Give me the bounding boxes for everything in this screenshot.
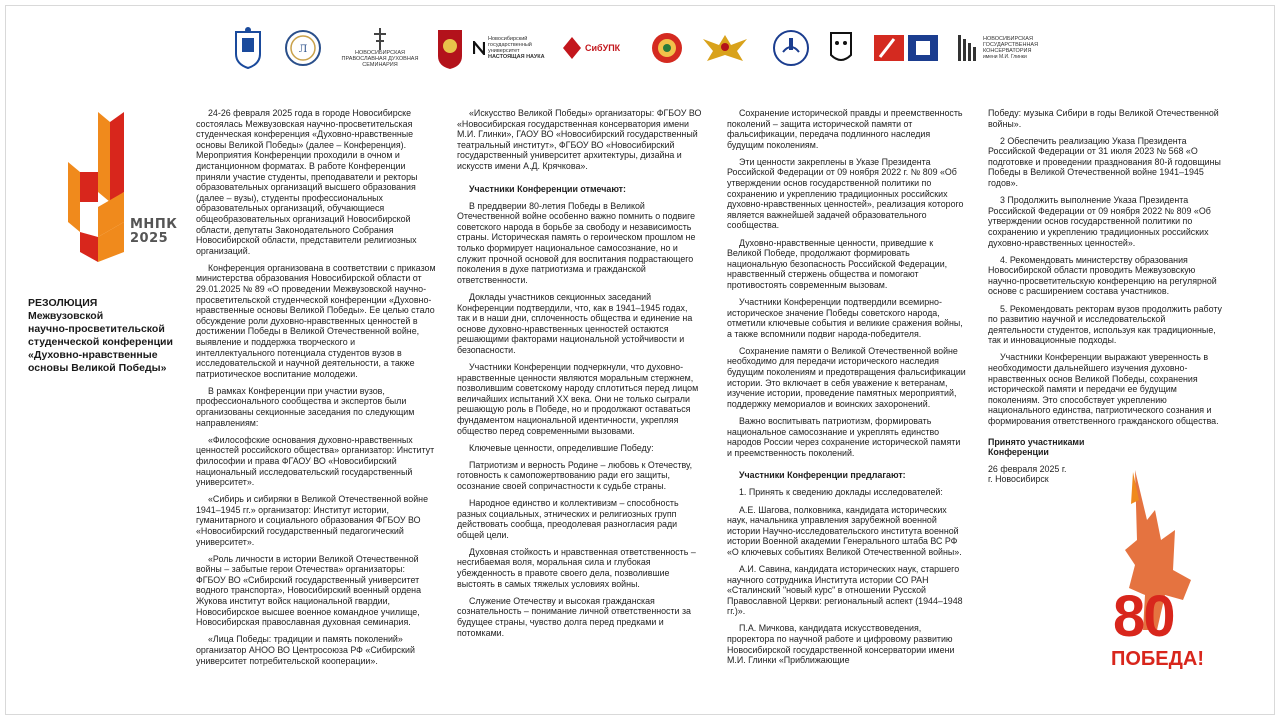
paragraph: «Лица Победы: традиции и память поколений» организатор АНОО ВО Центросоюза РФ «Сибирский университет потребительской кооперации».: [196, 634, 415, 666]
paragraph: Служение Отечеству и высокая гражданская сознательность – понимание личной ответственности за будущее страны, чувство долга перед предками и потомками.: [457, 595, 691, 638]
paragraph: «Роль личности в истории Великой Отечественной войны – забытые герои Отечества» организаторы: ФГБОУ ВО «Сибирский государственный университет водного транспорта», Новосибирский военный ордена Жукова институт войск национальной гвардии, Новосибирское высшее военное командное училище, Новосибирская православная духовная семинария.: [196, 553, 422, 628]
brand-wordmark: [130, 218, 177, 246]
victory-word: ПОБЕДА!: [1111, 648, 1204, 670]
signature-line: Конференции: [988, 447, 1049, 458]
conservatory-caption-3: КОНСЕРВАТОРИЯ: [983, 48, 1032, 54]
architecture-university-logo: [873, 22, 941, 74]
paragraph: «Сибирь и сибиряки в Великой Отечественной войне 1941–1945 гг.» организатор: Институт истории, гуманитарного и социального образования ФГБОУ ВО «Новосибирский государственный педагогический университет».: [196, 494, 429, 547]
resolution-title-line: научно-просветительской: [28, 323, 165, 335]
paragraph: Духовно-нравственные ценности, приведшие к Великой Победе, продолжают формировать национальную безопасность Российской Федерации, нравственный стержень общества и помогают противостоять современным вызовам.: [727, 237, 948, 290]
text-column-2: [457, 108, 702, 645]
nsu-caption-1: Новосибирский: [488, 36, 528, 42]
nsu-caption-2: государственный: [488, 42, 532, 48]
paragraph: Сохранение исторической правды и преемственность поколений – защита исторической памяти от фальсификации, передача подлинного наследия будущим поколениям.: [727, 108, 963, 150]
text-column-4: [988, 108, 1223, 485]
glinka-conservatory-logo: [958, 22, 1050, 74]
paragraph: Конференция организована в соответствии с приказом министерства образования Новосибирской области от 29.01.2025 № 89 «О проведении Межвузовской научно-просветительской студенческой конференции «Духовно-нравственные основы Великой Победы». Ее целью стало обсуждение роли духовно-нравственных ценностей в достижении Победы в Великой Отечественной войне, выявление и поддержка творческого и интеллектуального потенциала студентов вузов в исследовательской и научной деятельности, а также патриотическое воспитание молодежи.: [196, 262, 436, 379]
paragraph: П.А. Мичкова, кандидата искусствоведения, проректора по научной работе и цифровому развитию Новосибирской государственной консерватории имени М.И. Глинки «Приближающие: [727, 623, 955, 666]
nsu-caption-4: НАСТОЯЩАЯ НАУКА: [488, 54, 545, 60]
university-emblem-logo: [283, 22, 323, 74]
brand-abbr: МНПК: [130, 217, 178, 232]
paragraph: Духовная стойкость и нравственная ответственность – несгибаемая воля, моральная сила и глубокая убежденность в правоте своего дела, позволившие выстоять в самых тяжелых условиях войны.: [457, 546, 696, 589]
paragraph: Важно воспитывать патриотизм, формировать национальное самосознание и укреплять единство народов России через сохранение исторической памяти и преемственность поколений.: [727, 415, 961, 458]
paragraph: Народное единство и коллективизм – способность разных социальных, этнических и религиозных групп действовать сообща, преодолевая разногласия ради общей цели.: [457, 498, 679, 540]
paragraph: А.И. Савина, кандидата исторических наук, старшего научного сотрудника Института истории СО РАН «Сталинский "новый курс" в отношении Русской Православной Церкви: региональный аспект (1944–1948 гг.)».: [727, 563, 963, 617]
paragraph: Эти ценности закреплены в Указе Президента Российской Федерации от 09 ноября 2022 г. № 809 «Об утверждении основ государственной политики по сохранению и укреплению традиционных российских духовно-нравственных ценностей», реализация которого является важнейшей задачей образовательного сообщества.: [727, 156, 964, 231]
paragraph: В преддверии 80-летия Победы в Великой Отечественной войне особенно важно помнить о подвиге советского народа в борьбе за свободу и независимость страны. Историческая память о героическом прошлом не только формирует национальное самосознание, но и служит прочной основой для воспитания подрастающего поколения в духе патриотизма и гражданской ответственности.: [457, 200, 696, 285]
resolution-title-line: РЕЗОЛЮЦИЯ: [28, 297, 98, 309]
paragraph: Сохранение памяти о Великой Отечественной войне необходимо для передачи исторического наследия будущим поколениям и предотвращения фальсификации истории. Это включает в себя уважение к ветеранам, изучение истории, проведение памятных мероприятий, поддержку мемориалов и воинских захоронений.: [727, 345, 966, 409]
water-transport-university-logo: [770, 22, 812, 74]
conservatory-caption-2: ГОСУДАРСТВЕННАЯ: [983, 42, 1039, 48]
paragraph: Победу: музыка Сибири в годы Великой Отечественной войны».: [988, 108, 1219, 129]
nsu-caption-3: университет: [488, 48, 520, 54]
resolution-title-line: студенческой конференции: [28, 336, 173, 348]
seminary-logo: [338, 22, 422, 74]
svg-text:Л: Л: [298, 44, 308, 55]
paragraph: А.Е. Шагова, полковника, кандидата исторических наук, начальника управления зарубежной военной истории Научно-исследовательского института военной истории Военной академии Генерального штаба ВС РФ «О ключевых событиях Великой Отечественной войны».: [727, 504, 962, 557]
paragraph: Участники Конференции подчеркнули, что духовно-нравственные ценности являются моральным стержнем, позволившим советскому народу сплотиться перед лицом величайших испытаний XX века. Они не только сыграли решающую роль в Победе, но и продолжают оставаться фундаментом национальной идентичности, укрепляя общество перед современными вызовами.: [457, 361, 699, 436]
text-column-3: [727, 108, 967, 672]
signature-city: г. Новосибирск: [988, 474, 1049, 485]
signature-line: Принято участниками: [988, 436, 1085, 447]
sibupk-logo: [562, 22, 640, 74]
resolution-title-line: Межвузовской: [28, 310, 104, 322]
paragraph: Ключевые ценности, определившие Победу:: [469, 442, 654, 453]
signature-date: 26 февраля 2025 г.: [988, 463, 1067, 474]
paragraph: 2 Обеспечить реализацию Указа Президента Российской Федерации от 31 июля 2023 № 568 «О подготовке и проведении празднования 80-й годовщины Победы в Великой Отечественной войне 1941–1945 годов».: [988, 135, 1221, 189]
partner-logos: [0, 22, 1280, 78]
paragraph: Доклады участников секционных заседаний Конференции подтвердили, что, как в 1941–1945 годах, так и в наши дни, сплоченность общества и единение на основе духовно-нравственных ценностей остаются решающими факторами национальной устойчивости и безопасности.: [457, 291, 693, 355]
paragraph: 4. Рекомендовать министерству образования Новосибирской области проводить Межвузовскую научно-просветительскую конференцию на регулярной основе с расширением состава участников.: [988, 254, 1217, 297]
resolution-title-line: «Духовно-нравственные: [28, 349, 158, 361]
nso-coat-of-arms-logo: [232, 22, 264, 74]
paragraph: 5. Рекомендовать ректорам вузов продолжить работу по развитию научной и исследовательской деятельности студентов, используя как традиционные, так и инновационные подходы.: [988, 303, 1222, 346]
paragraph: Участники Конференции подтвердили всемирно-историческое значение Победы советского народа, отметили ключевые события и великие сражения войны, а также вспомнили подвиг народа-победителя.: [727, 297, 963, 339]
military-institute-logo: [435, 22, 465, 74]
paragraph: В рамках Конференции при участии вузов, профессионального сообщества и экспертов были организованы секционные заседания по следующим направлениям:: [196, 385, 415, 428]
nsu-logo: [473, 22, 545, 74]
victory-80-emblem: [1095, 470, 1240, 680]
military-academy-logo: [650, 22, 684, 74]
paragraph: Патриотизм и верность Родине – любовь к Отечеству, готовность к самопожертвованию ради его защиты, осознание своей сопричастности к судьбе страны.: [457, 459, 693, 491]
section-heading: Участники Конференции предлагают:: [739, 470, 906, 481]
sibupk-caption: СибУПК: [585, 43, 621, 53]
text-column-1: [196, 108, 436, 673]
paragraph: «Философские основания духовно-нравственных ценностей российского общества» организатор: Институт философии и права ФГАОУ ВО «Новосибирский национальный исследовательский государственный университет».: [196, 434, 435, 488]
paragraph: Участники Конференции выражают уверенность в необходимости дальнейшего изучения духовно-нравственных основ Великой Победы, сохранения исторической памяти и передачи ее будущим поколениям. Это способствует укреплению национального единства, патриотического сознания и формирования ответственного гражданского общества.: [988, 352, 1219, 426]
paragraph: 3 Продолжить выполнение Указа Президента Российской Федерации от 09 ноября 2022 № 809 «Об утверждении основ государственной политики по сохранению и укреплению традиционных российских духовно-нравственных ценностей».: [988, 195, 1211, 248]
theatre-institute-logo: [826, 22, 856, 74]
conservatory-caption-1: НОВОСИБИРСКАЯ: [983, 36, 1033, 42]
paragraph: «Искусство Великой Победы» организаторы: ФГБОУ ВО «Новосибирская государственная консерватория имени М.И. Глинки», ГАОУ ВО «Новосибирский государственный театральный институт», ФГБОУ ВО «Новосибирский государственный университет архитектуры, дизайна и искусств имени А.Д. Крячкова».: [457, 108, 702, 171]
section-heading: Участники Конференции отмечают:: [469, 183, 626, 194]
eagle-emblem-logo: [700, 22, 750, 74]
seminary-caption: НОВОСИБИРСКАЯ ПРАВОСЛАВНАЯ ДУХОВНАЯ СЕМИНАРИЯ: [341, 50, 419, 68]
resolution-title: [28, 297, 188, 375]
victory-number: 80: [1113, 584, 1174, 649]
paragraph: 24-26 февраля 2025 года в городе Новосибирске состоялась Межвузовская научно-просветительская студенческая конференция «Духовно-нравственные основы Великой Победы» (далее – Конференция). Мероприятия Конференции проходили в очном и дистанционном форматах. В работе Конференции приняли участие студенты, преподаватели и ректоры образовательных организаций высшего образования (далее – вузы), студенты профессиональных образовательных организаций, обучающиеся общеобразовательных организаций Новосибирской области, депутаты Законодательного Собрания Новосибирской области, представители религиозных организаций.: [196, 108, 418, 256]
brand-year: 2025: [130, 231, 169, 246]
conservatory-caption-4: имени М.И. Глинки: [983, 54, 1027, 60]
resolution-title-line: основы Великой Победы»: [28, 362, 167, 374]
paragraph: 1. Принять к сведению доклады исследователей:: [739, 487, 943, 498]
